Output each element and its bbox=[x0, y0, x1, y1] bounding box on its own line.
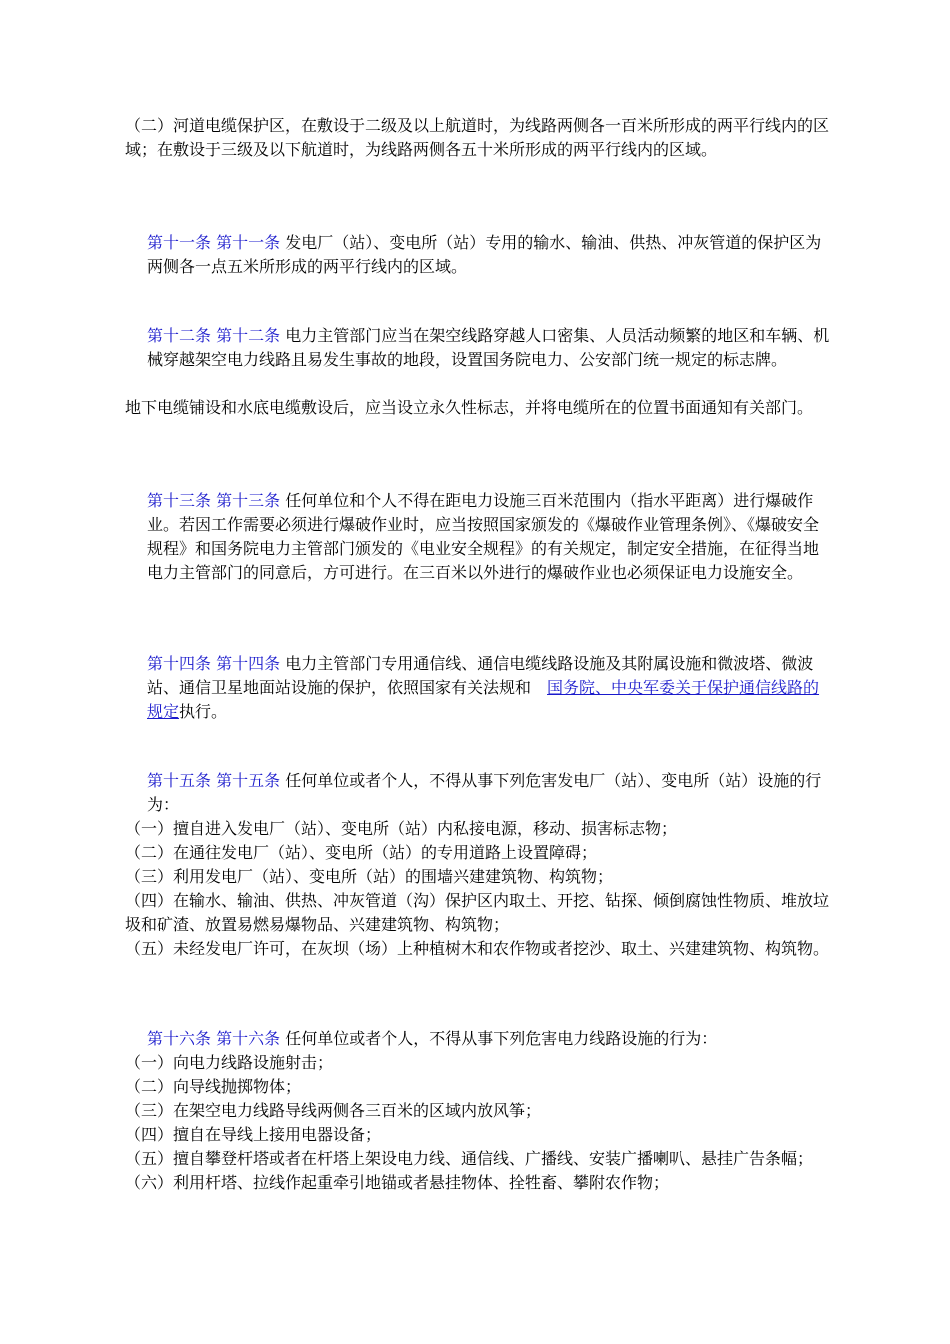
article-13 bbox=[125, 489, 833, 585]
article-number-label: 第十四条 bbox=[216, 654, 281, 673]
article-number-label: 第十二条 bbox=[216, 326, 281, 345]
article-12 bbox=[125, 324, 833, 372]
article-number-label: 第十一条 bbox=[216, 233, 281, 252]
article-text: 任何单位或者个人，不得从事下列危害电力线路设施的行为： bbox=[280, 1029, 718, 1048]
article-text: 地下电缆铺设和水底电缆敷设后，应当设立永久性标志，并将电缆所在的位置书面通知有关部门。 bbox=[125, 398, 814, 417]
article-text: 电力主管部门应当在架空线路穿越人口密集、人员活动频繁的地区和车辆、机械穿越架空电力线路且易发生事故的地段，设置国务院电力、公安部门统一规定的标志牌。 bbox=[147, 326, 830, 369]
article-number-label: 第十四条 bbox=[147, 654, 212, 673]
article-text: 发电厂（站）、变电所（站）专用的输水、输油、供热、冲灰管道的保护区为两侧各一点五米所形成的两平行线内的区域。 bbox=[147, 233, 822, 276]
paragraph-text: （二）河道电缆保护区，在敷设于二级及以上航道时，为线路两侧各一百米所形成的两平行线内的区域；在敷设于三级及以下航道时，为线路两侧各五十米所形成的两平行线内的区域。 bbox=[125, 116, 830, 159]
list-item: （一）擅自进入发电厂（站）、变电所（站）内私接电源，移动、损害标志物； bbox=[125, 819, 678, 838]
regulation-link[interactable]: 国务院、中央军委关于保护通信线路的规定 bbox=[147, 678, 820, 721]
article-text-after-link: 执行。 bbox=[179, 702, 228, 721]
article-number-label: 第十六条 bbox=[216, 1029, 281, 1048]
list-item: （五）未经发电厂许可，在灰坝（场）上种植树木和农作物或者挖沙、取土、兴建建筑物、构筑物。 bbox=[125, 939, 830, 958]
article-number-label: 第十一条 bbox=[147, 233, 212, 252]
article-text: 任何单位和个人不得在距电力设施三百米范围内（指水平距离）进行爆破作业。若因工作需要必须进行爆破作业时，应当按照国家颁发的《爆破作业管理条例》、《爆破安全规程》和国务院电力主管部门颁发的《电业安全规程》的有关规定，制定安全措施，在征得当地电力主管部门的同意后，方可进行。在三百米以外进行的爆破作业也必须保证电力设施安全。 bbox=[147, 491, 820, 582]
list-item: （五）擅自攀登杆塔或者在杆塔上架设电力线、通信线、广播线、安装广播喇叭、悬挂广告条幅； bbox=[125, 1149, 814, 1168]
article-14 bbox=[125, 652, 833, 724]
article-number-label: 第十二条 bbox=[147, 326, 212, 345]
article-15 bbox=[125, 769, 833, 817]
list-item: （三）在架空电力线路导线两侧各三百米的区域内放风筝； bbox=[125, 1101, 542, 1120]
article-12-continuation bbox=[125, 396, 833, 420]
list-item: （三）利用发电厂（站）、变电所（站）的围墙兴建建筑物、构筑物； bbox=[125, 867, 614, 886]
article-16-items bbox=[125, 1051, 833, 1195]
list-item: （二）在通往发电厂（站）、变电所（站）的专用道路上设置障碍； bbox=[125, 843, 598, 862]
article-number-label: 第十五条 bbox=[216, 771, 281, 790]
article-number-label: 第十三条 bbox=[216, 491, 281, 510]
article-text: 电力主管部门专用通信线、通信电缆线路设施及其附属设施和微波塔、微波站、通信卫星地面站设施的保护，依照国家有关法规和 bbox=[147, 654, 814, 697]
list-item: （二）向导线抛掷物体； bbox=[125, 1077, 302, 1096]
article-15-items bbox=[125, 817, 833, 961]
article-16 bbox=[125, 1027, 833, 1051]
list-item: （一）向电力线路设施射击； bbox=[125, 1053, 334, 1072]
article-number-label: 第十三条 bbox=[147, 491, 212, 510]
list-item: （四）擅自在导线上接用电器设备； bbox=[125, 1125, 382, 1144]
article-number-label: 第十五条 bbox=[147, 771, 212, 790]
article-11 bbox=[125, 231, 833, 279]
paragraph-river-cable-zone bbox=[125, 114, 833, 162]
article-text: 任何单位或者个人，不得从事下列危害发电厂（站）、变电所（站）设施的行为： bbox=[147, 771, 822, 814]
list-item: （六）利用杆塔、拉线作起重牵引地锚或者悬挂物体、拴牲畜、攀附农作物； bbox=[125, 1173, 670, 1192]
article-number-label: 第十六条 bbox=[147, 1029, 212, 1048]
list-item: （四）在输水、输油、供热、冲灰管道（沟）保护区内取土、开挖、钻探、倾倒腐蚀性物质、堆放垃圾和矿渣、放置易燃易爆物品、兴建建筑物、构筑物； bbox=[125, 891, 830, 934]
